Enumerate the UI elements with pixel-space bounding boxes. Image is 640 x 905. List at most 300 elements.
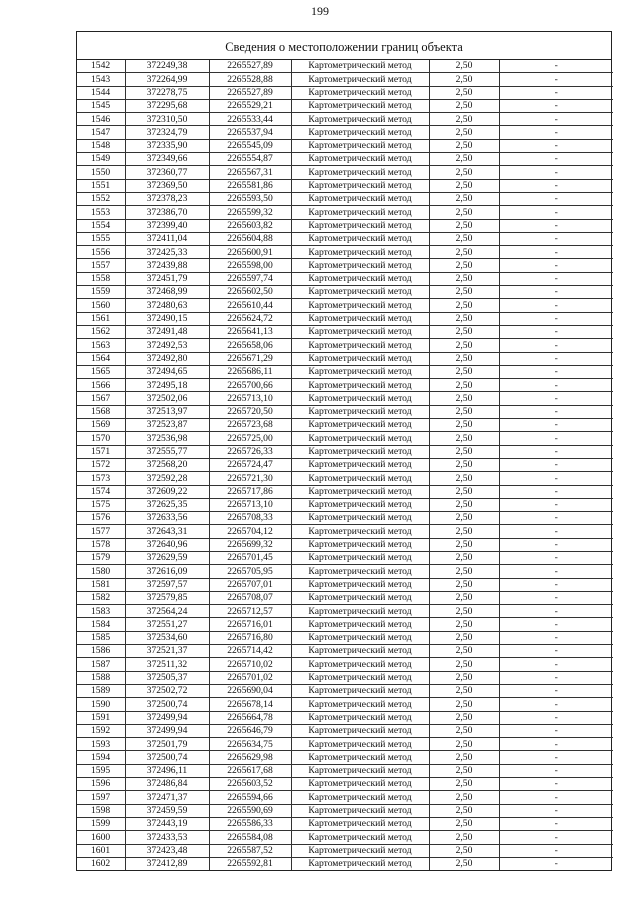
table-row: [77, 86, 613, 99]
y-coordinate-cell: 2265658,06: [209, 339, 291, 352]
table-row: [77, 778, 613, 791]
boundary-table-sheet: [76, 31, 612, 871]
point-number-cell: 1588: [77, 671, 125, 684]
point-number-cell: 1551: [77, 179, 125, 192]
method-cell: Картометрический метод: [291, 791, 429, 804]
y-coordinate-cell: 2265617,68: [209, 764, 291, 777]
method-cell: Картометрический метод: [291, 565, 429, 578]
table-row: [77, 405, 613, 418]
description-cell: -: [499, 817, 613, 830]
x-coordinate-cell: 372643,31: [125, 525, 209, 538]
table-row: [77, 272, 613, 285]
accuracy-cell: 2,50: [429, 312, 499, 325]
x-coordinate-cell: 372579,85: [125, 591, 209, 604]
y-coordinate-cell: 2265610,44: [209, 299, 291, 312]
y-coordinate-cell: 2265629,98: [209, 751, 291, 764]
y-coordinate-cell: 2265714,42: [209, 645, 291, 658]
y-coordinate-cell: 2265527,89: [209, 86, 291, 99]
table-row: [77, 684, 613, 697]
table-row: [77, 498, 613, 511]
accuracy-cell: 2,50: [429, 99, 499, 112]
y-coordinate-cell: 2265529,21: [209, 99, 291, 112]
accuracy-cell: 2,50: [429, 711, 499, 724]
description-cell: -: [499, 325, 613, 338]
method-cell: Картометрический метод: [291, 153, 429, 166]
description-cell: -: [499, 126, 613, 139]
point-number-cell: 1554: [77, 219, 125, 232]
description-cell: -: [499, 246, 613, 259]
description-cell: -: [499, 591, 613, 604]
table-row: [77, 392, 613, 405]
point-number-cell: 1557: [77, 259, 125, 272]
point-number-cell: 1569: [77, 419, 125, 432]
x-coordinate-cell: 372425,33: [125, 246, 209, 259]
method-cell: Картометрический метод: [291, 365, 429, 378]
y-coordinate-cell: 2265716,80: [209, 631, 291, 644]
point-number-cell: 1555: [77, 232, 125, 245]
y-coordinate-cell: 2265707,01: [209, 578, 291, 591]
table-row: [77, 485, 613, 498]
x-coordinate-cell: 372310,50: [125, 113, 209, 126]
accuracy-cell: 2,50: [429, 857, 499, 870]
y-coordinate-cell: 2265671,29: [209, 352, 291, 365]
point-number-cell: 1585: [77, 631, 125, 644]
point-number-cell: 1576: [77, 512, 125, 525]
description-cell: -: [499, 86, 613, 99]
method-cell: Картометрический метод: [291, 551, 429, 564]
description-cell: -: [499, 578, 613, 591]
point-number-cell: 1568: [77, 405, 125, 418]
point-number-cell: 1598: [77, 804, 125, 817]
table-row: [77, 698, 613, 711]
description-cell: -: [499, 791, 613, 804]
accuracy-cell: 2,50: [429, 325, 499, 338]
y-coordinate-cell: 2265705,95: [209, 565, 291, 578]
y-coordinate-cell: 2265567,31: [209, 166, 291, 179]
method-cell: Картометрический метод: [291, 724, 429, 737]
accuracy-cell: 2,50: [429, 485, 499, 498]
accuracy-cell: 2,50: [429, 551, 499, 564]
description-cell: -: [499, 684, 613, 697]
table-row: [77, 791, 613, 804]
y-coordinate-cell: 2265533,44: [209, 113, 291, 126]
y-coordinate-cell: 2265686,11: [209, 365, 291, 378]
accuracy-cell: 2,50: [429, 219, 499, 232]
description-cell: -: [499, 658, 613, 671]
description-cell: -: [499, 312, 613, 325]
accuracy-cell: 2,50: [429, 192, 499, 205]
table-row: [77, 817, 613, 830]
method-cell: Картометрический метод: [291, 339, 429, 352]
accuracy-cell: 2,50: [429, 299, 499, 312]
method-cell: Картометрический метод: [291, 86, 429, 99]
description-cell: -: [499, 485, 613, 498]
point-number-cell: 1556: [77, 246, 125, 259]
method-cell: Картометрический метод: [291, 831, 429, 844]
method-cell: Картометрический метод: [291, 379, 429, 392]
table-row: [77, 299, 613, 312]
point-number-cell: 1558: [77, 272, 125, 285]
point-number-cell: 1561: [77, 312, 125, 325]
table-row: [77, 286, 613, 299]
accuracy-cell: 2,50: [429, 179, 499, 192]
table-row: [77, 538, 613, 551]
y-coordinate-cell: 2265712,57: [209, 605, 291, 618]
x-coordinate-cell: 372629,59: [125, 551, 209, 564]
accuracy-cell: 2,50: [429, 246, 499, 259]
table-row: [77, 738, 613, 751]
method-cell: Картометрический метод: [291, 325, 429, 338]
x-coordinate-cell: 372468,99: [125, 286, 209, 299]
point-number-cell: 1580: [77, 565, 125, 578]
table-row: [77, 99, 613, 112]
y-coordinate-cell: 2265720,50: [209, 405, 291, 418]
accuracy-cell: 2,50: [429, 352, 499, 365]
y-coordinate-cell: 2265603,52: [209, 778, 291, 791]
point-number-cell: 1582: [77, 591, 125, 604]
table-row: [77, 73, 613, 86]
y-coordinate-cell: 2265725,00: [209, 432, 291, 445]
x-coordinate-cell: 372439,88: [125, 259, 209, 272]
description-cell: -: [499, 711, 613, 724]
description-cell: -: [499, 219, 613, 232]
x-coordinate-cell: 372625,35: [125, 498, 209, 511]
description-cell: -: [499, 379, 613, 392]
description-cell: -: [499, 844, 613, 857]
point-number-cell: 1570: [77, 432, 125, 445]
point-number-cell: 1552: [77, 192, 125, 205]
x-coordinate-cell: 372609,22: [125, 485, 209, 498]
table-row: [77, 153, 613, 166]
point-number-cell: 1543: [77, 73, 125, 86]
point-number-cell: 1564: [77, 352, 125, 365]
y-coordinate-cell: 2265624,72: [209, 312, 291, 325]
x-coordinate-cell: 372502,06: [125, 392, 209, 405]
x-coordinate-cell: 372492,80: [125, 352, 209, 365]
table-row: [77, 631, 613, 644]
table-row: [77, 379, 613, 392]
method-cell: Картометрический метод: [291, 618, 429, 631]
point-number-cell: 1594: [77, 751, 125, 764]
x-coordinate-cell: 372501,79: [125, 738, 209, 751]
description-cell: -: [499, 538, 613, 551]
accuracy-cell: 2,50: [429, 791, 499, 804]
description-cell: -: [499, 259, 613, 272]
y-coordinate-cell: 2265602,50: [209, 286, 291, 299]
table-row: [77, 618, 613, 631]
y-coordinate-cell: 2265708,33: [209, 512, 291, 525]
x-coordinate-cell: 372597,57: [125, 578, 209, 591]
accuracy-cell: 2,50: [429, 232, 499, 245]
y-coordinate-cell: 2265646,79: [209, 724, 291, 737]
method-cell: Картометрический метод: [291, 126, 429, 139]
point-number-cell: 1601: [77, 844, 125, 857]
accuracy-cell: 2,50: [429, 379, 499, 392]
y-coordinate-cell: 2265717,86: [209, 485, 291, 498]
y-coordinate-cell: 2265586,33: [209, 817, 291, 830]
y-coordinate-cell: 2265713,10: [209, 498, 291, 511]
method-cell: Картометрический метод: [291, 113, 429, 126]
page-number: 199: [311, 4, 329, 18]
point-number-cell: 1559: [77, 286, 125, 299]
description-cell: -: [499, 512, 613, 525]
table-row: [77, 844, 613, 857]
method-cell: Картометрический метод: [291, 738, 429, 751]
accuracy-cell: 2,50: [429, 472, 499, 485]
method-cell: Картометрический метод: [291, 658, 429, 671]
description-cell: -: [499, 73, 613, 86]
description-cell: -: [499, 724, 613, 737]
description-cell: -: [499, 605, 613, 618]
method-cell: Картометрический метод: [291, 419, 429, 432]
accuracy-cell: 2,50: [429, 764, 499, 777]
x-coordinate-cell: 372349,66: [125, 153, 209, 166]
accuracy-cell: 2,50: [429, 565, 499, 578]
point-number-cell: 1579: [77, 551, 125, 564]
method-cell: Картометрический метод: [291, 73, 429, 86]
table-row: [77, 857, 613, 870]
y-coordinate-cell: 2265537,94: [209, 126, 291, 139]
x-coordinate-cell: 372278,75: [125, 86, 209, 99]
description-cell: -: [499, 166, 613, 179]
y-coordinate-cell: 2265678,14: [209, 698, 291, 711]
x-coordinate-cell: 372459,59: [125, 804, 209, 817]
accuracy-cell: 2,50: [429, 286, 499, 299]
accuracy-cell: 2,50: [429, 831, 499, 844]
y-coordinate-cell: 2265710,02: [209, 658, 291, 671]
accuracy-cell: 2,50: [429, 698, 499, 711]
x-coordinate-cell: 372523,87: [125, 419, 209, 432]
description-cell: -: [499, 498, 613, 511]
accuracy-cell: 2,50: [429, 525, 499, 538]
method-cell: Картометрический метод: [291, 498, 429, 511]
x-coordinate-cell: 372640,96: [125, 538, 209, 551]
y-coordinate-cell: 2265664,78: [209, 711, 291, 724]
table-row: [77, 445, 613, 458]
y-coordinate-cell: 2265704,12: [209, 525, 291, 538]
description-cell: -: [499, 99, 613, 112]
point-number-cell: 1574: [77, 485, 125, 498]
x-coordinate-cell: 372500,74: [125, 698, 209, 711]
point-number-cell: 1547: [77, 126, 125, 139]
y-coordinate-cell: 2265554,87: [209, 153, 291, 166]
y-coordinate-cell: 2265594,66: [209, 791, 291, 804]
table-row: [77, 179, 613, 192]
x-coordinate-cell: 372295,68: [125, 99, 209, 112]
point-number-cell: 1573: [77, 472, 125, 485]
accuracy-cell: 2,50: [429, 817, 499, 830]
method-cell: Картометрический метод: [291, 857, 429, 870]
description-cell: -: [499, 804, 613, 817]
table-row: [77, 192, 613, 205]
description-cell: -: [499, 525, 613, 538]
method-cell: Картометрический метод: [291, 764, 429, 777]
y-coordinate-cell: 2265701,02: [209, 671, 291, 684]
description-cell: -: [499, 339, 613, 352]
description-cell: -: [499, 419, 613, 432]
description-cell: -: [499, 458, 613, 471]
x-coordinate-cell: 372492,53: [125, 339, 209, 352]
point-number-cell: 1544: [77, 86, 125, 99]
x-coordinate-cell: 372369,50: [125, 179, 209, 192]
accuracy-cell: 2,50: [429, 365, 499, 378]
accuracy-cell: 2,50: [429, 778, 499, 791]
description-cell: -: [499, 272, 613, 285]
description-cell: -: [499, 738, 613, 751]
y-coordinate-cell: 2265723,68: [209, 419, 291, 432]
table-row: [77, 126, 613, 139]
point-number-cell: 1549: [77, 153, 125, 166]
y-coordinate-cell: 2265724,47: [209, 458, 291, 471]
x-coordinate-cell: 372534,60: [125, 631, 209, 644]
description-cell: -: [499, 206, 613, 219]
method-cell: Картометрический метод: [291, 259, 429, 272]
x-coordinate-cell: 372511,32: [125, 658, 209, 671]
table-row: [77, 578, 613, 591]
y-coordinate-cell: 2265593,50: [209, 192, 291, 205]
point-number-cell: 1602: [77, 857, 125, 870]
method-cell: Картометрический метод: [291, 219, 429, 232]
y-coordinate-cell: 2265581,86: [209, 179, 291, 192]
point-number-cell: 1591: [77, 711, 125, 724]
method-cell: Картометрический метод: [291, 99, 429, 112]
accuracy-cell: 2,50: [429, 538, 499, 551]
table-row: [77, 458, 613, 471]
accuracy-cell: 2,50: [429, 631, 499, 644]
accuracy-cell: 2,50: [429, 60, 499, 73]
point-number-cell: 1599: [77, 817, 125, 830]
method-cell: Картометрический метод: [291, 645, 429, 658]
point-number-cell: 1566: [77, 379, 125, 392]
x-coordinate-cell: 372451,79: [125, 272, 209, 285]
accuracy-cell: 2,50: [429, 272, 499, 285]
point-number-cell: 1567: [77, 392, 125, 405]
description-cell: -: [499, 671, 613, 684]
y-coordinate-cell: 2265603,82: [209, 219, 291, 232]
point-number-cell: 1548: [77, 139, 125, 152]
y-coordinate-cell: 2265590,69: [209, 804, 291, 817]
y-coordinate-cell: 2265700,66: [209, 379, 291, 392]
point-number-cell: 1577: [77, 525, 125, 538]
point-number-cell: 1571: [77, 445, 125, 458]
point-number-cell: 1545: [77, 99, 125, 112]
method-cell: Картометрический метод: [291, 299, 429, 312]
description-cell: -: [499, 405, 613, 418]
method-cell: Картометрический метод: [291, 445, 429, 458]
y-coordinate-cell: 2265584,08: [209, 831, 291, 844]
description-cell: -: [499, 751, 613, 764]
method-cell: Картометрический метод: [291, 804, 429, 817]
point-number-cell: 1560: [77, 299, 125, 312]
method-cell: Картометрический метод: [291, 458, 429, 471]
point-number-cell: 1581: [77, 578, 125, 591]
point-number-cell: 1565: [77, 365, 125, 378]
point-number-cell: 1553: [77, 206, 125, 219]
description-cell: -: [499, 192, 613, 205]
method-cell: Картометрический метод: [291, 631, 429, 644]
description-cell: -: [499, 618, 613, 631]
point-number-cell: 1550: [77, 166, 125, 179]
description-cell: -: [499, 299, 613, 312]
method-cell: Картометрический метод: [291, 778, 429, 791]
x-coordinate-cell: 372499,94: [125, 724, 209, 737]
x-coordinate-cell: 372486,84: [125, 778, 209, 791]
point-number-cell: 1589: [77, 684, 125, 697]
accuracy-cell: 2,50: [429, 206, 499, 219]
accuracy-cell: 2,50: [429, 671, 499, 684]
table-row: [77, 671, 613, 684]
description-cell: -: [499, 179, 613, 192]
description-cell: -: [499, 565, 613, 578]
description-cell: -: [499, 365, 613, 378]
description-cell: -: [499, 445, 613, 458]
accuracy-cell: 2,50: [429, 751, 499, 764]
x-coordinate-cell: 372324,79: [125, 126, 209, 139]
x-coordinate-cell: 372502,72: [125, 684, 209, 697]
coordinates-table: [77, 60, 613, 870]
method-cell: Картометрический метод: [291, 232, 429, 245]
table-row: [77, 472, 613, 485]
table-row: [77, 352, 613, 365]
method-cell: Картометрический метод: [291, 711, 429, 724]
point-number-cell: 1546: [77, 113, 125, 126]
x-coordinate-cell: 372423,48: [125, 844, 209, 857]
point-number-cell: 1600: [77, 831, 125, 844]
x-coordinate-cell: 372499,94: [125, 711, 209, 724]
point-number-cell: 1586: [77, 645, 125, 658]
table-row: [77, 232, 613, 245]
x-coordinate-cell: 372399,40: [125, 219, 209, 232]
point-number-cell: 1587: [77, 658, 125, 671]
table-row: [77, 365, 613, 378]
y-coordinate-cell: 2265599,32: [209, 206, 291, 219]
point-number-cell: 1562: [77, 325, 125, 338]
method-cell: Картометрический метод: [291, 392, 429, 405]
description-cell: -: [499, 645, 613, 658]
x-coordinate-cell: 372249,38: [125, 60, 209, 73]
table-row: [77, 139, 613, 152]
method-cell: Картометрический метод: [291, 525, 429, 538]
table-row: [77, 432, 613, 445]
table-row: [77, 724, 613, 737]
description-cell: -: [499, 60, 613, 73]
accuracy-cell: 2,50: [429, 684, 499, 697]
description-cell: -: [499, 432, 613, 445]
table-row: [77, 804, 613, 817]
x-coordinate-cell: 372378,23: [125, 192, 209, 205]
accuracy-cell: 2,50: [429, 432, 499, 445]
accuracy-cell: 2,50: [429, 618, 499, 631]
y-coordinate-cell: 2265721,30: [209, 472, 291, 485]
accuracy-cell: 2,50: [429, 419, 499, 432]
description-cell: -: [499, 857, 613, 870]
x-coordinate-cell: 372494,65: [125, 365, 209, 378]
x-coordinate-cell: 372480,63: [125, 299, 209, 312]
point-number-cell: 1592: [77, 724, 125, 737]
accuracy-cell: 2,50: [429, 804, 499, 817]
method-cell: Картометрический метод: [291, 139, 429, 152]
x-coordinate-cell: 372411,04: [125, 232, 209, 245]
point-number-cell: 1583: [77, 605, 125, 618]
accuracy-cell: 2,50: [429, 738, 499, 751]
description-cell: -: [499, 778, 613, 791]
x-coordinate-cell: 372536,98: [125, 432, 209, 445]
table-row: [77, 512, 613, 525]
y-coordinate-cell: 2265641,13: [209, 325, 291, 338]
table-row: [77, 325, 613, 338]
method-cell: Картометрический метод: [291, 844, 429, 857]
y-coordinate-cell: 2265592,81: [209, 857, 291, 870]
